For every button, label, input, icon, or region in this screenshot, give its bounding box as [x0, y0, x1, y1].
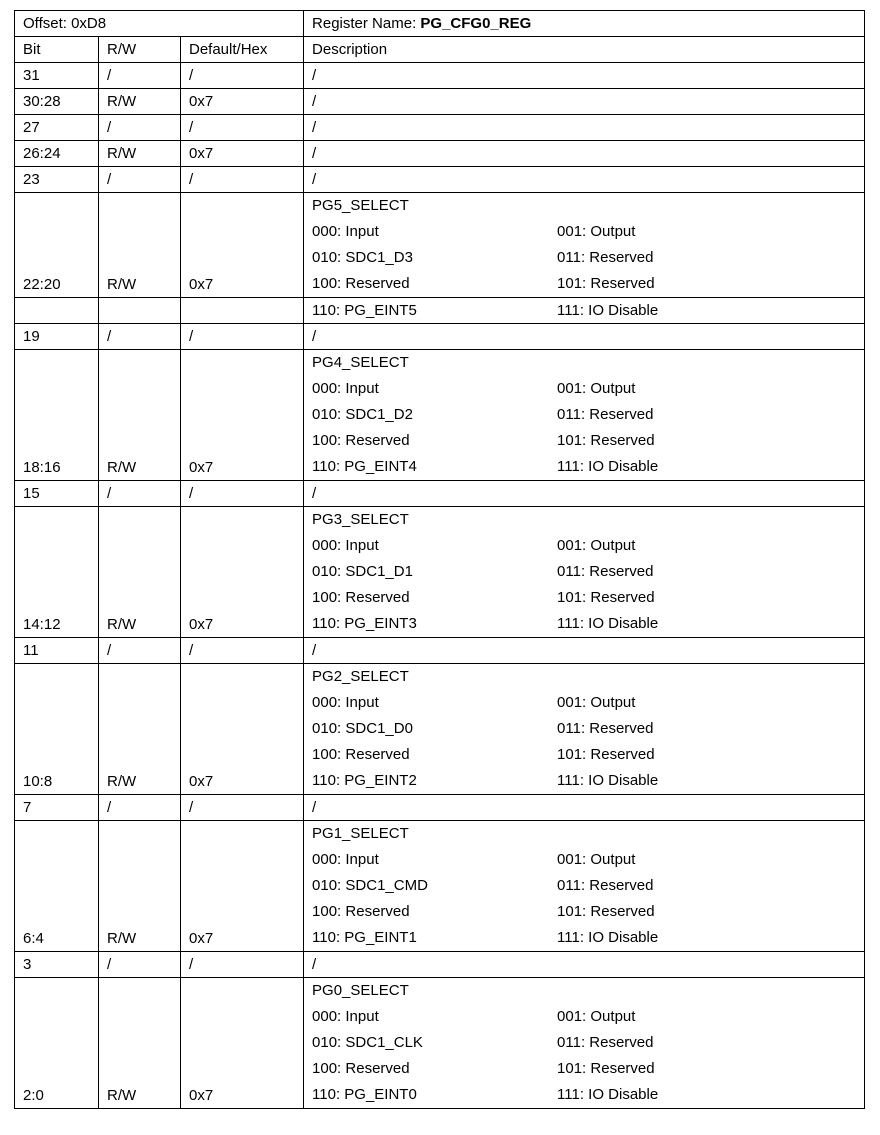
rw-cell: / — [99, 115, 181, 141]
option: 010: SDC1_D1 — [312, 563, 413, 580]
table-row — [15, 952, 865, 978]
option: 111: IO Disable — [557, 929, 659, 946]
col-bit: Bit — [15, 37, 99, 63]
option: 000: Input — [312, 537, 379, 554]
default-cell: 0x7 — [181, 89, 304, 115]
option-line — [312, 219, 864, 245]
option: 111: IO Disable — [557, 615, 659, 632]
bit-cell: 14:12 — [15, 507, 99, 638]
option-line — [312, 716, 864, 742]
bit-cell: 11 — [15, 638, 99, 664]
default-cell: 0x7 — [181, 664, 304, 795]
option: 110: PG_EINT5 — [312, 302, 417, 319]
description-cell: / — [304, 115, 865, 141]
option-line — [312, 428, 864, 454]
register-name-cell — [304, 11, 865, 37]
option-line — [312, 1004, 864, 1030]
description-cell: / — [304, 89, 865, 115]
option-line — [312, 690, 864, 716]
option: 001: Output — [557, 380, 636, 397]
option-line — [312, 533, 864, 559]
bit-cell: 22:20 — [15, 193, 99, 298]
option: 010: SDC1_CLK — [312, 1034, 423, 1051]
option-line — [312, 559, 864, 585]
bit-cell — [15, 298, 99, 324]
option: 101: Reserved — [557, 275, 655, 292]
rw-cell — [99, 298, 181, 324]
option: 000: Input — [312, 851, 379, 868]
bit-cell: 27 — [15, 115, 99, 141]
option: 000: Input — [312, 380, 379, 397]
col-default: Default/Hex — [181, 37, 304, 63]
option: 001: Output — [557, 851, 636, 868]
select-field-row — [15, 664, 865, 795]
bit-cell: 26:24 — [15, 141, 99, 167]
option: 100: Reserved — [312, 432, 410, 449]
select-field-row — [15, 821, 865, 952]
default-cell: / — [181, 481, 304, 507]
description-cell: / — [304, 638, 865, 664]
table-row — [15, 167, 865, 193]
default-cell: / — [181, 324, 304, 350]
default-cell: 0x7 — [181, 507, 304, 638]
option: 101: Reserved — [557, 903, 655, 920]
rw-cell: R/W — [99, 978, 181, 1109]
bit-cell: 3 — [15, 952, 99, 978]
option: 001: Output — [557, 223, 636, 240]
bit-cell: 6:4 — [15, 821, 99, 952]
bit-cell: 2:0 — [15, 978, 99, 1109]
field-title: PG2_SELECT — [312, 668, 409, 685]
rw-cell: / — [99, 952, 181, 978]
bit-cell: 30:28 — [15, 89, 99, 115]
option-line — [312, 1056, 864, 1082]
rw-cell: / — [99, 638, 181, 664]
select-field-row — [15, 507, 865, 638]
bit-cell: 23 — [15, 167, 99, 193]
bit-cell: 7 — [15, 795, 99, 821]
option-line — [312, 271, 864, 297]
option-line — [312, 1082, 864, 1108]
header-row — [15, 11, 865, 37]
col-rw: R/W — [99, 37, 181, 63]
default-cell: 0x7 — [181, 978, 304, 1109]
rw-cell: R/W — [99, 350, 181, 481]
option-line — [312, 611, 864, 637]
option-line — [312, 376, 864, 402]
default-cell: / — [181, 167, 304, 193]
rw-cell: R/W — [99, 664, 181, 795]
field-title: PG1_SELECT — [312, 825, 409, 842]
register-table — [14, 10, 865, 1109]
rw-cell: R/W — [99, 193, 181, 298]
default-cell: 0x7 — [181, 193, 304, 298]
table-row — [15, 481, 865, 507]
option-line — [312, 873, 864, 899]
register-table-body — [15, 11, 865, 1109]
default-cell: / — [181, 638, 304, 664]
default-cell: / — [181, 952, 304, 978]
table-row — [15, 115, 865, 141]
option: 000: Input — [312, 223, 379, 240]
option: 110: PG_EINT4 — [312, 458, 417, 475]
table-row — [15, 324, 865, 350]
description-cell: / — [304, 481, 865, 507]
table-row — [15, 89, 865, 115]
option-line — [312, 768, 864, 794]
bit-cell: 31 — [15, 63, 99, 89]
option-line — [312, 585, 864, 611]
option: 010: SDC1_D0 — [312, 720, 413, 737]
option: 111: IO Disable — [557, 772, 659, 789]
rw-cell: / — [99, 481, 181, 507]
field-title: PG3_SELECT — [312, 511, 409, 528]
pg5-select-row-cont — [15, 298, 865, 324]
option: 110: PG_EINT2 — [312, 772, 417, 789]
option: 110: PG_EINT3 — [312, 615, 417, 632]
option: 001: Output — [557, 537, 636, 554]
default-cell: 0x7 — [181, 821, 304, 952]
option: 101: Reserved — [557, 432, 655, 449]
description-cell: / — [304, 63, 865, 89]
option: 101: Reserved — [557, 746, 655, 763]
rw-cell: / — [99, 324, 181, 350]
default-cell: 0x7 — [181, 350, 304, 481]
rw-cell: / — [99, 63, 181, 89]
option: 101: Reserved — [557, 1060, 655, 1077]
field-title: PG0_SELECT — [312, 982, 409, 999]
rw-cell: / — [99, 167, 181, 193]
option: 100: Reserved — [312, 903, 410, 920]
default-cell: / — [181, 795, 304, 821]
option: 100: Reserved — [312, 589, 410, 606]
default-cell — [181, 298, 304, 324]
bit-cell: 19 — [15, 324, 99, 350]
rw-cell: R/W — [99, 89, 181, 115]
rw-cell: R/W — [99, 141, 181, 167]
option: 011: Reserved — [557, 1034, 654, 1051]
description-cell — [304, 978, 865, 1109]
default-cell: / — [181, 63, 304, 89]
description-cell: / — [304, 167, 865, 193]
option: 000: Input — [312, 694, 379, 711]
pg5-select-row — [15, 193, 865, 298]
select-field-row — [15, 978, 865, 1109]
option: 011: Reserved — [557, 563, 654, 580]
option: 010: SDC1_CMD — [312, 877, 428, 894]
option-line — [312, 925, 864, 951]
description-cell — [304, 350, 865, 481]
column-header-row — [15, 37, 865, 63]
option: 101: Reserved — [557, 589, 655, 606]
table-row — [15, 141, 865, 167]
register-name-label: Register Name: — [312, 15, 421, 32]
offset-cell: Offset: 0xD8 — [15, 11, 304, 37]
rw-cell: / — [99, 795, 181, 821]
option: 011: Reserved — [557, 877, 654, 894]
option: 010: SDC1_D3 — [312, 249, 413, 266]
description-cell — [304, 507, 865, 638]
bit-cell: 10:8 — [15, 664, 99, 795]
description-cell — [304, 193, 865, 298]
rw-cell: R/W — [99, 507, 181, 638]
bit-cell: 18:16 — [15, 350, 99, 481]
table-row — [15, 795, 865, 821]
col-description: Description — [304, 37, 865, 63]
option: 110: PG_EINT0 — [312, 1086, 417, 1103]
bit-cell: 15 — [15, 481, 99, 507]
option-line — [312, 454, 864, 480]
rw-cell: R/W — [99, 821, 181, 952]
table-row — [15, 638, 865, 664]
description-cell: / — [304, 795, 865, 821]
register-name: PG_CFG0_REG — [420, 15, 532, 32]
default-cell: / — [181, 115, 304, 141]
option-line — [312, 899, 864, 925]
select-field-row — [15, 350, 865, 481]
default-cell: 0x7 — [181, 141, 304, 167]
option: 011: Reserved — [557, 720, 654, 737]
option-line — [312, 742, 864, 768]
option: 100: Reserved — [312, 275, 410, 292]
description-cell: / — [304, 324, 865, 350]
table-row — [15, 63, 865, 89]
option: 001: Output — [557, 1008, 636, 1025]
option: 000: Input — [312, 1008, 379, 1025]
description-cell — [304, 821, 865, 952]
description-cell — [304, 664, 865, 795]
option: 010: SDC1_D2 — [312, 406, 413, 423]
description-cell: / — [304, 141, 865, 167]
option: 110: PG_EINT1 — [312, 929, 417, 946]
option-line — [312, 402, 864, 428]
option-line — [312, 245, 864, 271]
description-cell — [304, 298, 865, 324]
option: 100: Reserved — [312, 1060, 410, 1077]
field-title: PG5_SELECT — [312, 197, 409, 214]
option: 111: IO Disable — [557, 458, 659, 475]
option: 100: Reserved — [312, 746, 410, 763]
option: 111: IO Disable — [557, 1086, 659, 1103]
option: 011: Reserved — [557, 249, 654, 266]
option: 001: Output — [557, 694, 636, 711]
option: 011: Reserved — [557, 406, 654, 423]
description-cell: / — [304, 952, 865, 978]
option-line — [312, 1030, 864, 1056]
option: 111: IO Disable — [557, 302, 659, 319]
option-line — [312, 847, 864, 873]
field-title: PG4_SELECT — [312, 354, 409, 371]
